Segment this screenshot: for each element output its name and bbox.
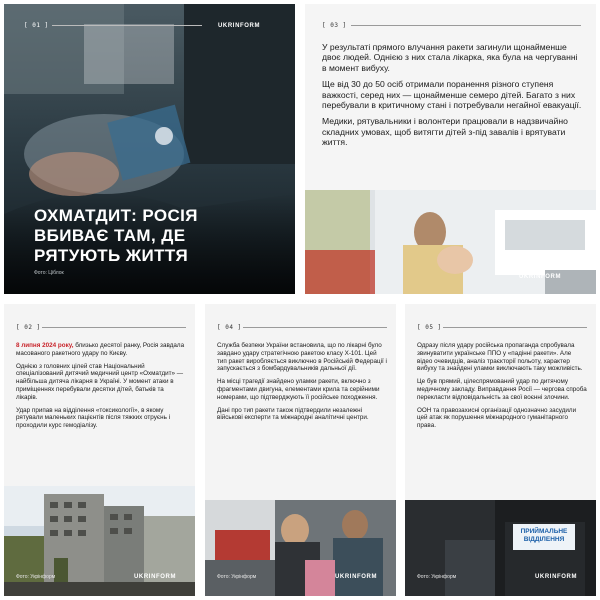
dark-corridor-photo bbox=[405, 500, 596, 596]
cover-title: ОХМАТДИТ: РОСІЯ ВБИВАЄ ТАМ, ДЕ РЯТУЮТЬ ЖИТТЯ bbox=[34, 206, 198, 265]
paragraph: На місці трагедії знайдено уламки ракети, включно з фрагментами двигуна, елементами крила та серійними номерами, що підтверджують її російське походження. bbox=[217, 378, 380, 401]
divider bbox=[42, 327, 186, 328]
paragraph: Служба безпеки України встановила, що по лікарні було завдано удару стратегічною ракетою класу Х-101. Цей тип ракет виробляється виключно в Російській Федерації і запускається з бомбардувальників дальньої дії. bbox=[217, 342, 387, 373]
photo-credit: Фото: Укрінформ bbox=[417, 574, 457, 580]
slide-text bbox=[417, 342, 587, 435]
reception-sign bbox=[513, 528, 575, 544]
people-near-ambulance-photo bbox=[205, 500, 396, 596]
slide-number: [ 02 ] bbox=[16, 324, 41, 331]
slide-number: [ 04 ] bbox=[217, 324, 242, 331]
slide-number: [ 03 ] bbox=[322, 22, 347, 29]
slide-number: [ 05 ] bbox=[417, 324, 442, 331]
divider bbox=[52, 25, 202, 26]
lead-paragraph bbox=[16, 342, 186, 358]
paragraph: Одразу після удару російська пропаганда спробувала звинуватити українське ППО у «падінні ракети». Але відео очевидців, аналіз траєкторії польоту, характер вибуху та знайдені уламки виключають таку можливість. bbox=[417, 342, 583, 373]
ukrinform-logo: UKRINFORM bbox=[218, 23, 261, 29]
divider bbox=[443, 327, 587, 328]
paragraph: Удар припав на відділення «токсикології», в якому рятували маленьких пацієнтів після тяжких отруєнь і проходили курс гемодіалізу. bbox=[16, 406, 170, 430]
photo-credit: Фото: Ціблок bbox=[34, 270, 64, 276]
paragraph: Медики, рятувальники і волонтери працювали в надзвичайно складних умовах, щоб витягти дітей з-під завалів і врятувати життя. bbox=[322, 116, 568, 148]
slide-number: [ 01 ] bbox=[24, 22, 49, 29]
sign-line: ПРИЙМАЛЬНЕ bbox=[520, 528, 568, 535]
paragraph: У результаті прямого влучання ракети загинули щонайменше двоє людей. Однією з них стала лікарка, яка була на чергуванні в момент вибуху. bbox=[322, 42, 578, 73]
slide-text bbox=[322, 42, 584, 154]
date-highlight: 8 липня 2024 року, bbox=[16, 342, 74, 349]
ukrinform-logo: UKRINFORM bbox=[134, 574, 177, 580]
photo-credit: Фото: Укрінформ bbox=[16, 574, 56, 580]
ukrinform-logo: UKRINFORM bbox=[335, 574, 378, 580]
slide-02 bbox=[4, 304, 195, 596]
paragraph: ООН та правозахисні організації однозначно засудили цей атак як порушення міжнародного гуманітарного права. bbox=[417, 406, 577, 430]
paragraph: Однією з головних цілей став Національний спеціалізований дитячий медичний центр «Охматдит» — найбільша дитяча лікарня в Україні. У момент атаки в приміщеннях перебували десятки дітей, батьків та лікарів. bbox=[16, 362, 184, 401]
divider bbox=[351, 25, 581, 26]
paragraph: Дані про тип ракети також підтвердили незалежні військові експерти та міжнародні аналітичні центри. bbox=[217, 406, 369, 422]
slide-text bbox=[16, 342, 186, 435]
ukrinform-logo: UKRINFORM bbox=[519, 274, 562, 280]
lead-rest: близько десятої ранку, Росія завдала масованого ракетного удару по Києву. bbox=[16, 342, 185, 357]
slide-03 bbox=[305, 4, 596, 294]
slide-05 bbox=[405, 304, 596, 596]
divider bbox=[243, 327, 387, 328]
sign-line: ВІДДІЛЕННЯ bbox=[523, 536, 565, 543]
photo-credit: Фото: Укрінформ bbox=[217, 574, 257, 580]
slide-01-cover bbox=[4, 4, 295, 294]
slide-04 bbox=[205, 304, 396, 596]
paragraph: Це був прямий, цілеспрямований удар по дитячому медичному закладу. Виправдання Росії — чергова спроба перекласти відповідальність за свої воєнні злочини. bbox=[417, 378, 587, 401]
ukrinform-logo: UKRINFORM bbox=[535, 574, 578, 580]
paragraph: Ще від 30 до 50 осіб отримали поранення різного ступеня важкості, серед них — щонайменше семеро дітей. Багато з них перебували в критичному стані і потребували негайної евакуації. bbox=[322, 79, 582, 111]
slide-text bbox=[217, 342, 387, 427]
